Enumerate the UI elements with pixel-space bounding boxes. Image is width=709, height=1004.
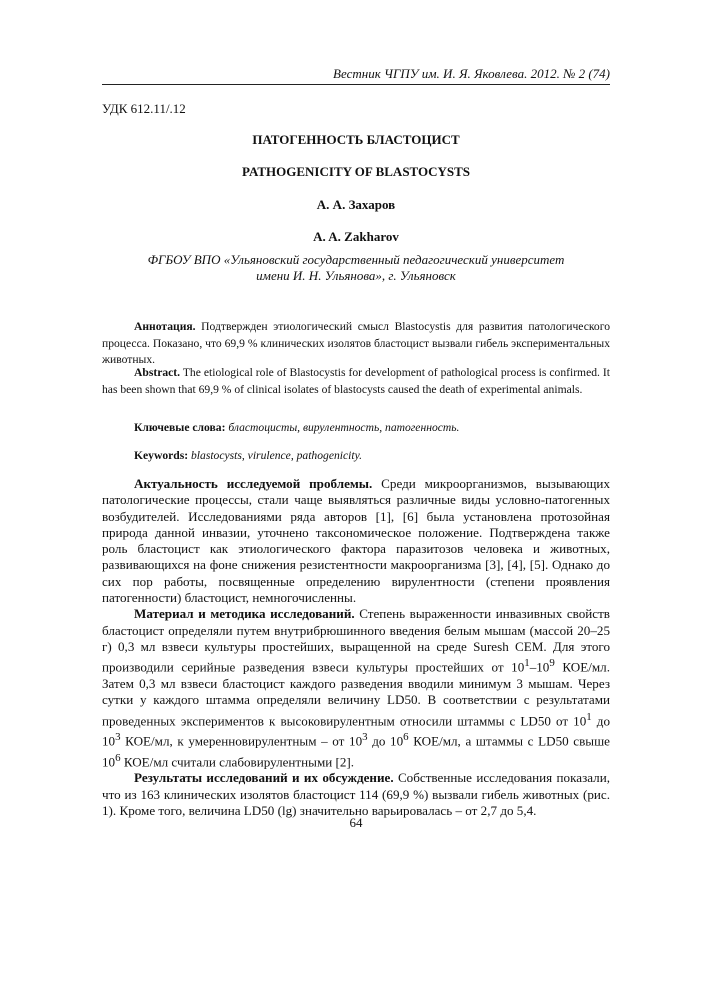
keywords-ru [102,421,610,434]
keywords-en-label: Keywords: [134,449,189,462]
abstract-text: The etiological role of Blastocystis for development of pathological process is confirmed. It has been shown that 69,9 % of clinical isolates of blastocysts caused the death of experimental animals. [102,366,610,396]
methods-text-6: до 10 [367,733,404,749]
methods-text-5: КОЕ/мл, к умеренновирулентным – от 10 [120,733,363,749]
keywords-en [102,449,610,462]
header-rule [102,84,610,85]
abstract-paragraph [102,365,610,398]
methods-text-1: Степень выраженности инвазивных свойств бластоцист определяли путем внутрибрюшинного введения белым мышам (массой 20–25 г) 0,3 мл взвеси культуры простейших, выращенной на среде Suresh CEM. Для этого производили серийные разведения взвеси культуры простейших от 10 [102,606,610,675]
author-en: A. A. Zakharov [313,229,399,244]
keywords-en-text: blastocysts, virulence, pathogenicity. [188,449,362,462]
keywords-ru-text: бластоцисты, вирулентность, патогенность. [225,421,460,434]
abstract-label: Abstract. [134,366,181,379]
methods-sup-5: 3 [362,731,368,744]
annotation-text: Подтвержден этиологический смысл Blastocystis для развития патологического процесса. Показано, что 69,9 % клинических изолятов бластоцист вызвали гибель экспериментальных животных. [102,320,610,366]
methods-text-8: КОЕ/мл считали слабовирулентными [2]. [120,754,355,770]
section-methods-heading: Материал и методика исследований. [134,606,355,622]
section-relevance-heading: Актуальность исследуемой проблемы. [134,476,373,491]
section-results-text: Собственные исследования показали, что из 163 клинических изолятов бластоцист 114 (69,9 %) вызвали гибель животных (рис. 1). Кроме того, величина LD50 (lg) значительно варьировалась – от 2,7 до 5,4. [102,770,610,819]
section-relevance-text: Среди микроорганизмов, вызывающих патологические процессы, стали чаще выявляться различные виды условно-патогенных возбудителей. Исследованиями ряда авторов [1], [6] была установлена протозойная природа данной инвазии, уточнено таксономическое положение. Подтверждена также роль бластоцист как этиологического фактора паразитозов человека и животных, развивающихся на фоне снижения резистентности макроорганизма [3], [4], [5]. Однако до сих пор работы, посвященные определению вирулентности (степени проявления патогенности) бластоцист, немногочисленны. [102,476,610,606]
methods-text-3: КОЕ/мл. Затем 0,3 мл взвеси бластоцист каждого разведения вводили минимум 3 мышам. Через сутки у каждого штамма определяли величину LD50. В соответствии с результатами проведенных экспериментов к высоковирулентным относили штаммы с LD50 от 10 [102,659,610,728]
body-text [102,476,610,819]
methods-text-2: –10 [529,659,550,675]
udk-code: УДК 612.11/.12 [102,101,186,116]
running-header: Вестник ЧГПУ им. И. Я. Яковлева. 2012. № 2 (74) [333,66,610,81]
methods-text-4: до 10 [102,712,611,749]
author-ru: А. А. Захаров [316,197,396,212]
methods-sup-4: 3 [115,731,121,744]
affiliation-line-1: ФГБОУ ВПО «Ульяновский государственный педагогический университет [147,252,565,267]
page-number: 64 [349,815,363,830]
affiliation [102,252,610,284]
annotation-paragraph [102,319,610,369]
section-results-heading: Результаты исследований и их обсуждение. [134,770,394,786]
methods-sup-6: 6 [403,731,409,744]
methods-sup-1: 1 [524,657,530,670]
section-methods [102,606,610,770]
methods-sup-7: 6 [115,751,121,764]
title-en: PATHOGENICITY OF BLASTOCYSTS [241,164,471,179]
title-ru: ПАТОГЕННОСТЬ БЛАСТОЦИСТ [252,132,460,147]
methods-sup-2: 9 [549,657,555,670]
methods-sup-3: 1 [586,710,592,723]
affiliation-line-2: имени И. Н. Ульянова», г. Ульяновск [256,268,456,283]
section-results [102,770,610,819]
annotation-label: Аннотация. [134,320,196,333]
methods-text-7: КОЕ/мл, а штаммы с LD50 свыше 10 [102,733,610,770]
section-relevance [102,476,610,606]
keywords-ru-label: Ключевые слова: [134,421,226,434]
